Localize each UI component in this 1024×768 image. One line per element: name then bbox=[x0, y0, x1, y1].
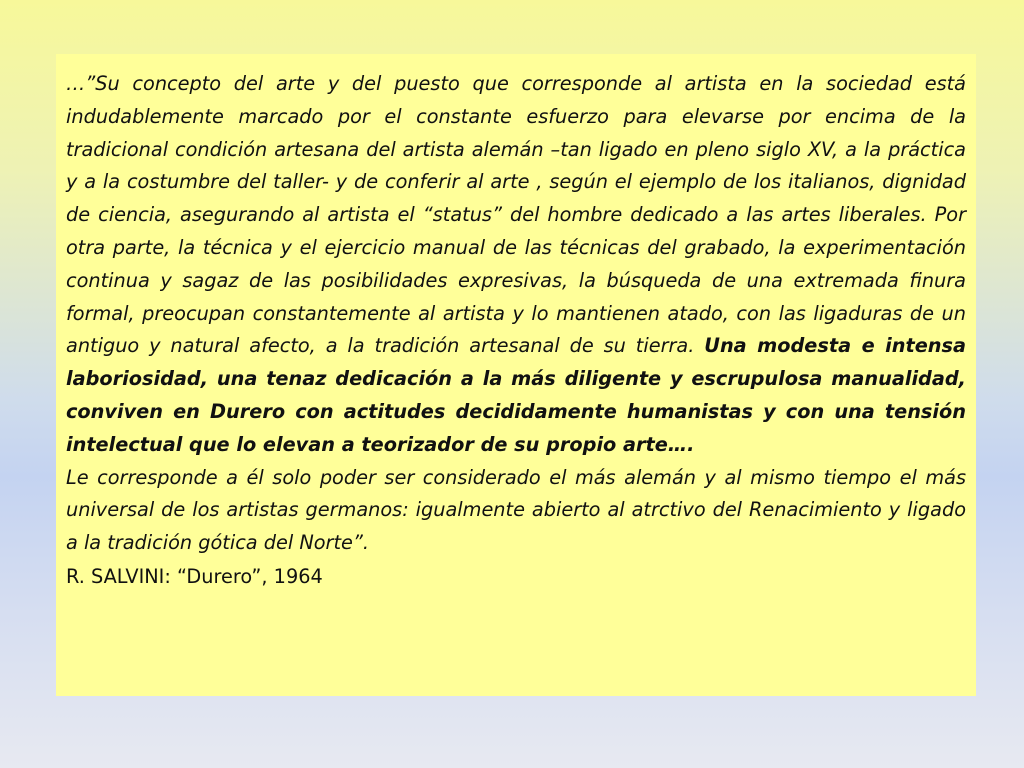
quote-opening-paragraph bbox=[66, 68, 966, 462]
quote-box bbox=[56, 54, 976, 696]
quote-opening-text: …”Su concepto del arte y del puesto que corresponde al artista en la sociedad está indudablemente marcado por el constante esfuerzo para elevarse por encima de la tradicional condición artesana del artista alemán –tan ligado en pleno siglo XV, a la práctica y a la costumbre del taller- y de conferir al arte , según el ejemplo de los italianos, dignidad de ciencia, asegurando al artista el “status” del hombre dedicado a las artes liberales. Por otra parte, la técnica y el ejercicio manual de las técnicas del grabado, la experimentación continua y sagaz de las posibilidades expresivas, la búsqueda de una extremada finura formal, preocupan constantemente al artista y lo mantienen atado, con las ligaduras de un antiguo y natural afecto, a la tradición artesanal de su tierra. bbox=[66, 72, 966, 358]
quote-attribution: R. SALVINI: “Durero”, 1964 bbox=[66, 564, 323, 588]
quote-closing-paragraph: Le corresponde a él solo poder ser considerado el más alemán y al mismo tiempo el más universal de los artistas germanos: igualmente abierto al atrctivo del Renacimiento y ligado a la tradición gótica del Norte”. bbox=[66, 465, 966, 555]
quote-bold-text: Una modesta e intensa laboriosidad, una tenaz dedicación a la más diligente y escrupulosa manualidad, conviven en Durero con actitudes decididamente humanistas y con una tensión intelectual que lo elevan a teorizador de su propio arte…. bbox=[66, 334, 966, 456]
